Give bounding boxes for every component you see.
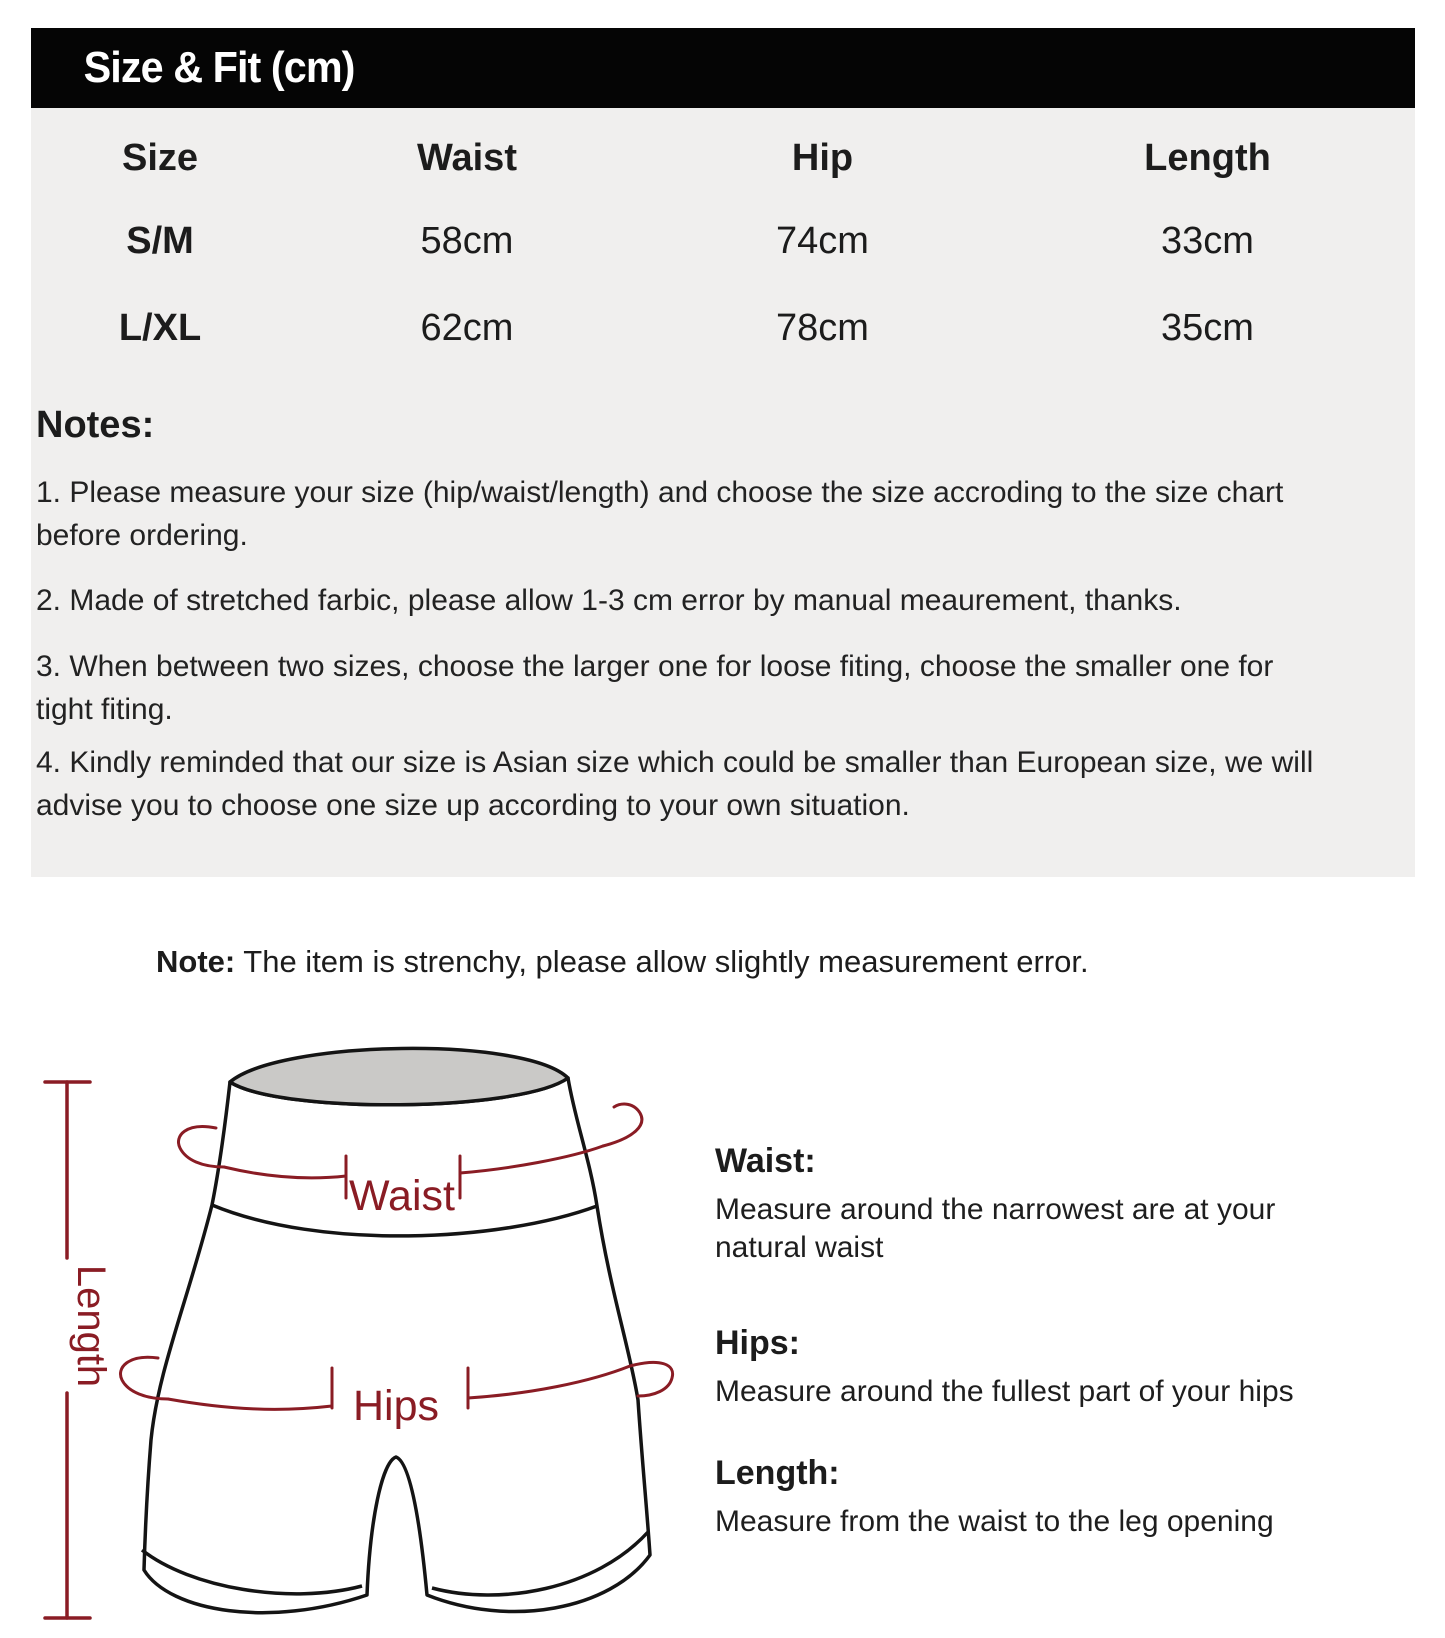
guide-length xyxy=(715,1454,1415,1541)
column-header-length: Length xyxy=(1144,137,1271,179)
waist-right-hook xyxy=(603,1104,642,1146)
cell-hip: 78cm xyxy=(776,307,869,349)
note-item-4 xyxy=(36,741,1396,827)
shorts-body xyxy=(144,1078,650,1613)
guide-length-line: Measure from the waist to the leg opening xyxy=(715,1505,1274,1538)
note-item-1 xyxy=(36,471,1396,557)
shorts-measurement-diagram xyxy=(30,1010,730,1638)
stretch-note xyxy=(156,944,1356,980)
note-line: tight fiting. xyxy=(36,693,173,726)
stretch-note-label: Note: xyxy=(156,944,236,979)
waistband-opening xyxy=(230,1048,568,1104)
cell-hip: 74cm xyxy=(776,220,869,262)
note-line: before ordering. xyxy=(36,519,248,552)
stretch-note-text: The item is strenchy, please allow slightly measurement error. xyxy=(235,944,1089,979)
column-header-hip: Hip xyxy=(791,137,854,179)
waist-label: Waist xyxy=(349,1172,455,1220)
cell-size: S/M xyxy=(126,220,194,262)
column-header-waist: Waist xyxy=(417,137,517,179)
guide-hips-term: Hips: xyxy=(715,1324,800,1362)
cell-length: 33cm xyxy=(1161,220,1254,262)
note-line: 2. Made of stretched farbic, please allow 1-3 cm error by manual meaurement, thanks. xyxy=(36,584,1182,617)
page-title: Size & Fit (cm) xyxy=(83,43,355,92)
cell-waist: 58cm xyxy=(420,220,514,262)
waist-left-hook xyxy=(179,1127,225,1167)
guide-hips xyxy=(715,1324,1415,1411)
column-header-size: Size xyxy=(121,137,199,179)
table-row xyxy=(31,220,1415,263)
cell-size: L/XL xyxy=(118,307,202,349)
guide-hips-line: Measure around the fullest part of your hips xyxy=(715,1375,1294,1408)
note-line: 4. Kindly reminded that our size is Asian size which could be smaller than European size, we will xyxy=(36,746,1314,779)
shorts-outline xyxy=(142,1048,650,1612)
cell-waist: 62cm xyxy=(420,307,514,349)
note-item-3 xyxy=(36,645,1396,731)
note-line: 1. Please measure your size (hip/waist/length) and choose the size accroding to the size chart xyxy=(36,476,1284,509)
guide-length-term: Length: xyxy=(715,1454,840,1492)
note-item-2 xyxy=(36,579,1396,622)
note-line: advise you to choose one size up according to your own situation. xyxy=(36,789,910,822)
guide-waist xyxy=(715,1142,1415,1267)
notes-heading: Notes: xyxy=(36,404,155,446)
guide-waist-line: natural waist xyxy=(715,1231,884,1264)
size-table-header-row xyxy=(31,137,1415,180)
table-row xyxy=(31,307,1415,350)
hips-label: Hips xyxy=(352,1382,440,1430)
cell-length: 35cm xyxy=(1161,307,1254,349)
guide-waist-term: Waist: xyxy=(715,1142,816,1180)
length-label: Length xyxy=(69,1264,113,1388)
size-fit-banner xyxy=(31,28,1415,108)
guide-waist-line: Measure around the narrowest are at your xyxy=(715,1193,1276,1226)
note-line: 3. When between two sizes, choose the larger one for loose fiting, choose the smaller one for xyxy=(36,650,1274,683)
